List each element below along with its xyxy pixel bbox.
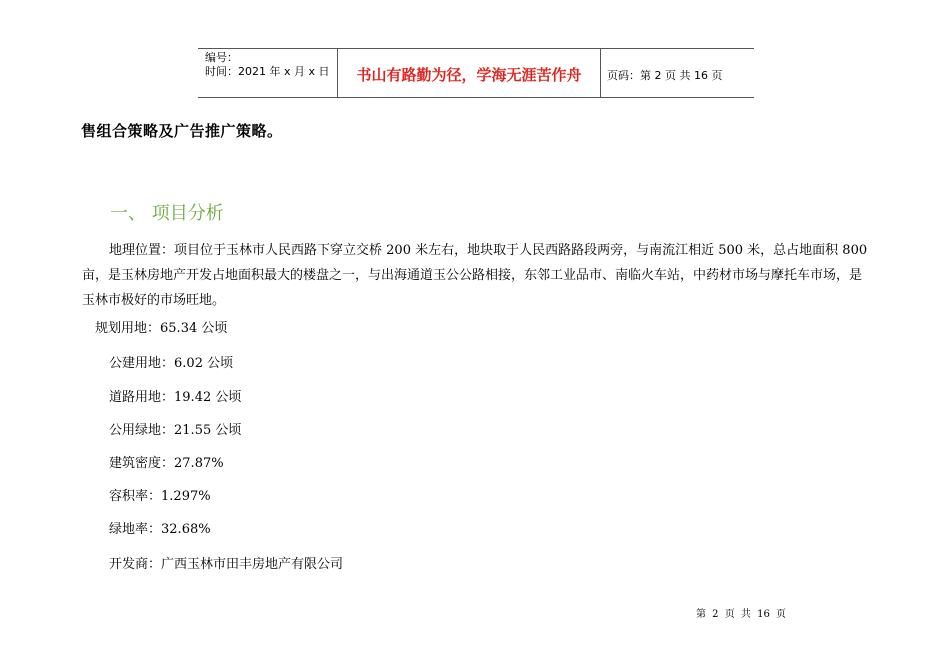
field-value: 65.34 公顷 xyxy=(160,321,228,336)
field-public-building-land xyxy=(109,352,233,371)
document-header xyxy=(198,48,754,98)
field-value: 19.42 公顷 xyxy=(174,390,242,405)
location-paragraph xyxy=(82,238,872,313)
field-label: 规划用地： xyxy=(95,321,161,336)
field-value: 21.55 公顷 xyxy=(174,423,242,438)
field-developer xyxy=(109,553,343,572)
field-label: 容积率： xyxy=(109,489,162,504)
header-meta-cell xyxy=(198,49,338,97)
location-label: 地理位置： xyxy=(109,243,175,258)
field-value: 1.297% xyxy=(161,489,211,504)
field-plot-ratio xyxy=(109,485,211,504)
field-label: 道路用地： xyxy=(109,390,175,405)
field-label: 公建用地： xyxy=(109,356,175,371)
location-text: 项目位于玉林市人民西路下穿立交桥 200 米左右，地块取于人民西路路段两旁，与南流江相近 500 米，总占地面积 800 亩，是玉林房地产开发占地面积最大的楼盘之一，与出海通道玉公公路相接，东邻工业品市、南临火车站，中药材市场与摩托车市场，是玉林市极好的市场旺地。 xyxy=(82,243,868,308)
document-time: 时间：2021 年 x 月 x 日 xyxy=(205,65,330,78)
header-page-info: 页码：第 2 页 共 16 页 xyxy=(607,68,723,82)
field-value: 32.68% xyxy=(161,522,211,537)
page-footer: 第 2 页 共 16 页 xyxy=(696,609,786,620)
field-building-density xyxy=(109,452,224,471)
field-road-land xyxy=(109,386,241,405)
field-green-ratio xyxy=(109,518,211,537)
header-motto: 书山有路勤为径，学海无涯苦作舟 xyxy=(338,49,601,97)
field-value: 27.87% xyxy=(174,456,224,471)
field-value: 6.02 公顷 xyxy=(174,356,234,371)
field-label: 建筑密度： xyxy=(109,456,175,471)
field-public-green-land xyxy=(109,419,241,438)
field-planning-land xyxy=(95,317,227,336)
field-label: 绿地率： xyxy=(109,522,162,537)
intro-line: 售组合策略及广告推广策略。 xyxy=(81,122,283,140)
section-title: 一、 项目分析 xyxy=(110,203,224,224)
field-label: 公用绿地： xyxy=(109,423,175,438)
document-number-label: 编号： xyxy=(205,51,238,64)
field-label: 开发商： xyxy=(109,557,162,572)
field-value: 广西玉林市田丰房地产有限公司 xyxy=(161,557,344,572)
